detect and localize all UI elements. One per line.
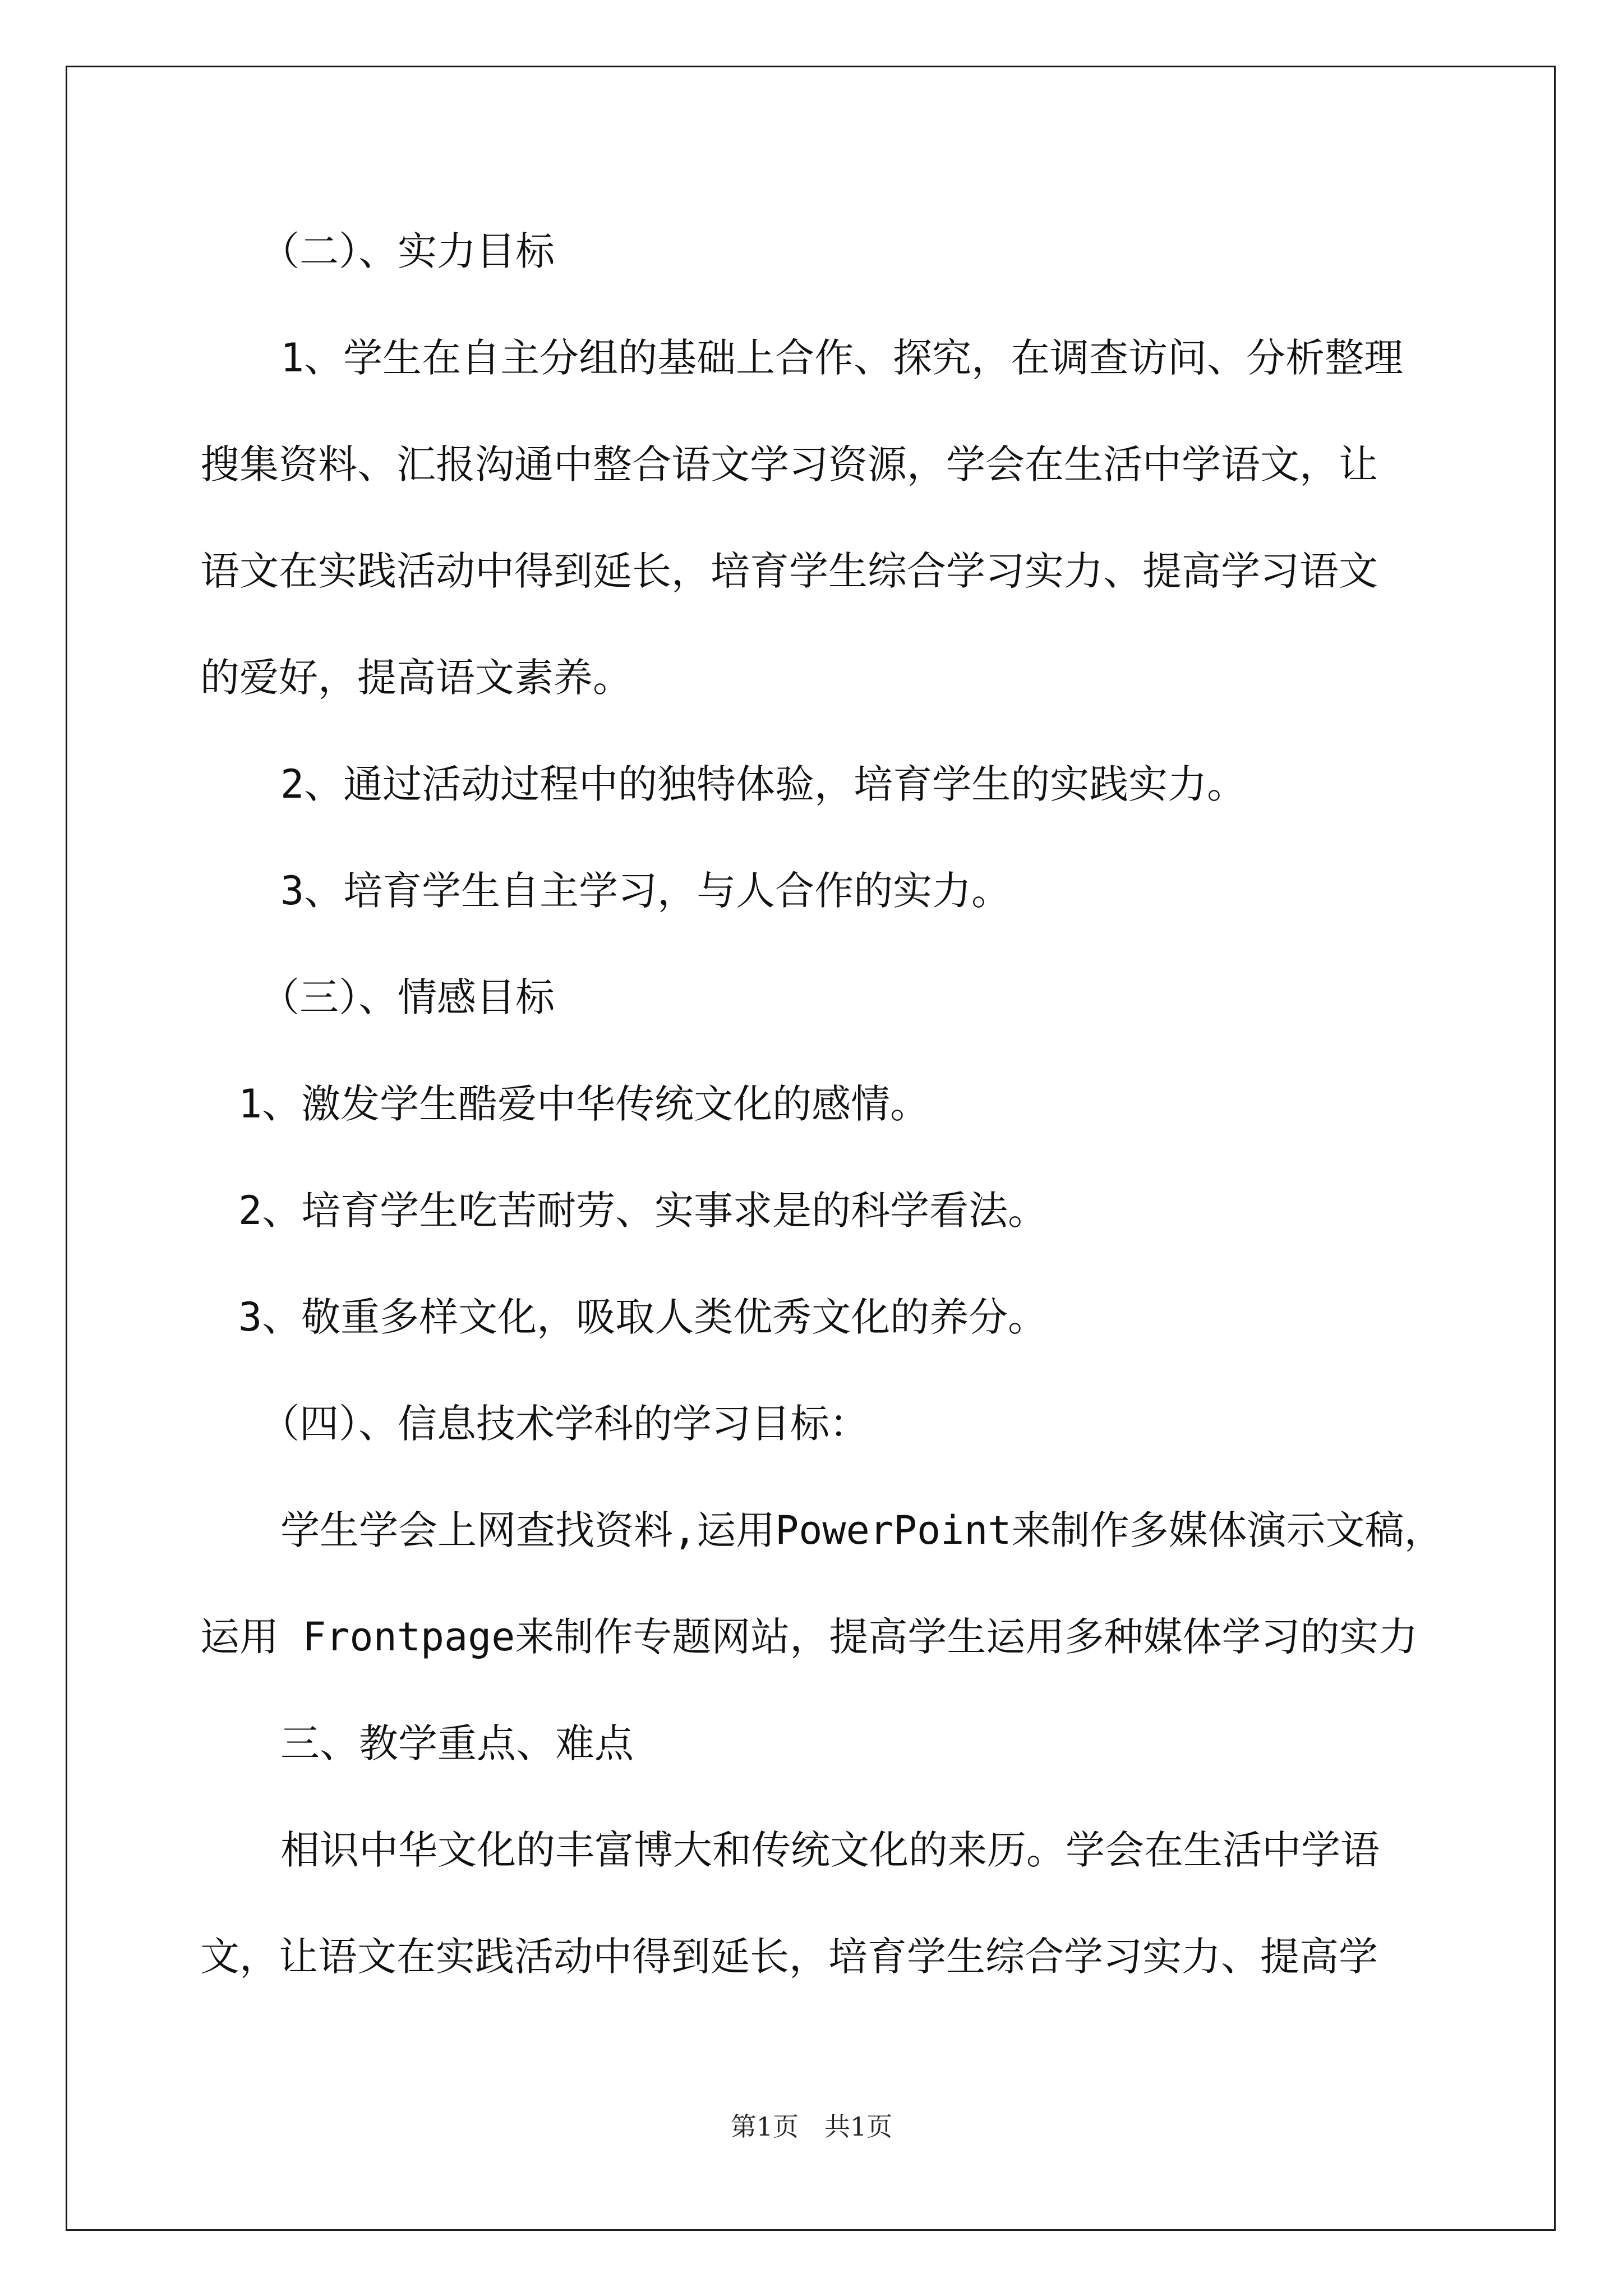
paragraph-line: 的爱好，提高语文素养。 — [200, 655, 632, 701]
heading-key-points: 三、教学重点、难点 — [280, 1720, 634, 1766]
paragraph-line: 1、激发学生酷爱中华传统文化的感情。 — [238, 1081, 930, 1127]
page-border — [66, 66, 1556, 2231]
paragraph-line: 1、学生在自主分组的基础上合作、探究，在调查访问、分析整理 — [280, 335, 1404, 381]
heading-it-goals: （四）、信息技术学科的学习目标： — [260, 1401, 869, 1447]
paragraph-line: 相识中华文化的丰富博大和传统文化的来历。学会在生活中学语 — [280, 1827, 1380, 1873]
paragraph-line: 学生学会上网查找资料,运用PowerPoint来制作多媒体演示文稿， — [280, 1507, 1444, 1553]
page-footer: 第1页 共1页 — [730, 2111, 893, 2142]
paragraph-line: 2、培育学生吃苦耐劳、实事求是的科学看法。 — [238, 1188, 1048, 1234]
paragraph-line: 搜集资料、汇报沟通中整合语文学习资源，学会在生活中学语文，让 — [200, 441, 1378, 487]
paragraph-line: 文，让语文在实践活动中得到延长，培育学生综合学习实力、提高学 — [200, 1934, 1378, 1980]
heading-ability-goals: （二）、实力目标 — [260, 228, 555, 274]
paragraph-line: 运用 Frontpage来制作专题网站，提高学生运用多种媒体学习的实力 — [200, 1614, 1418, 1660]
paragraph-line: 语文在实践活动中得到延长，培育学生综合学习实力、提高学习语文 — [200, 548, 1378, 594]
heading-emotion-goals: （三）、情感目标 — [260, 974, 555, 1020]
paragraph-line: 3、培育学生自主学习，与人合作的实力。 — [280, 868, 1011, 914]
paragraph-line: 2、通过活动过程中的独特体验，培育学生的实践实力。 — [280, 761, 1247, 807]
paragraph-line: 3、敬重多样文化，吸取人类优秀文化的养分。 — [238, 1294, 1048, 1340]
